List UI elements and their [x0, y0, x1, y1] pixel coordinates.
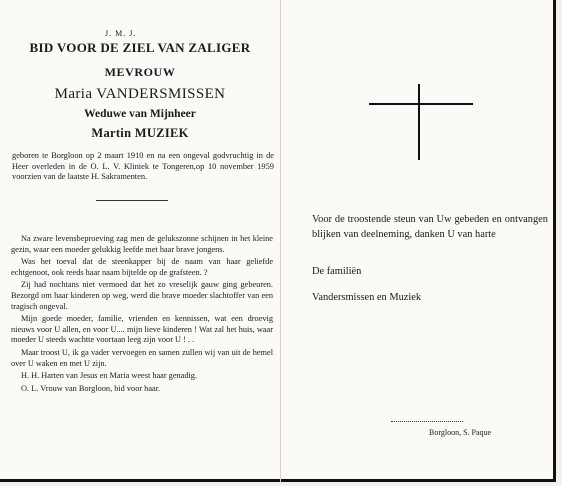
deceased-name: Maria VANDERSMISSEN — [54, 86, 226, 102]
heading-title: MEVROUW — [104, 65, 176, 79]
prayer-line: O. L. Vrouw van Borgloon, bid voor haar. — [21, 383, 161, 393]
paragraph: Zij had nochtans niet vermoed dat het zo vreselijk gauw ging gebeuren. Bezorgd om haar kinderen op weg, werd die brave moeder slachtoffer van een tragisch ongeval. — [11, 280, 273, 311]
family-names: Vandersmissen en Muziek — [312, 292, 422, 303]
widow-line: Weduwe van Mijnheer — [84, 108, 196, 120]
printer-credit: Borgloon, S. Paque — [429, 428, 492, 437]
heading-prayer: BID VOOR DE ZIEL VAN ZALIGER — [29, 40, 251, 55]
thanks-text: Voor de troostende steun van Uw gebeden en ontvangen blijken van deelneming, danken U van harte — [312, 214, 548, 240]
memorial-text — [11, 234, 273, 396]
paragraph: Na zware levensbeproeving zag men de gelukszonne schijnen in het kleine gezin, waar een moeder gelukkig leefde met haar brave jongens. — [11, 234, 273, 254]
biography: geboren te Borgloon op 2 maart 1910 en na een ongeval godvruchtig in de Heer overleden in de O. L. V. Kliniek te Tongeren,op 10 november 1959 voorzien van de laatste H. Sakramenten. — [12, 151, 274, 181]
right-panel — [281, 0, 553, 482]
paragraph: Maar troost U, ik ga vader vervoegen en samen zullen wij van uit de hemel over U waken en met U zijn. — [11, 347, 273, 368]
dotted-rule — [391, 421, 463, 422]
left-panel — [0, 0, 280, 482]
cross-icon — [418, 84, 420, 160]
divider — [96, 200, 168, 201]
husband-name: Martin MUZIEK — [91, 126, 189, 140]
prayer-line: H. H. Harten van Jesus en Maria weest haar genadig. — [21, 371, 198, 381]
paragraph: Mijn goede moeder, familie, vrienden en kennissen, wat een droevig nieuws voor U allen, en voor U.... mijn lieve kinderen ! Wat zal het huis, waar moeder U steeds wachtte voortaan leeg zijn voor U ! . . — [11, 314, 273, 345]
families-label: De familiën — [312, 266, 362, 277]
paragraph: Was het toeval dat de steenkapper bij de naam van haar geliefde echtgenoot, ook reeds haar naam bijtelde op de grafsteen. ? — [11, 257, 273, 277]
cross-icon — [369, 103, 473, 105]
initials: J. M. J. — [105, 29, 137, 38]
